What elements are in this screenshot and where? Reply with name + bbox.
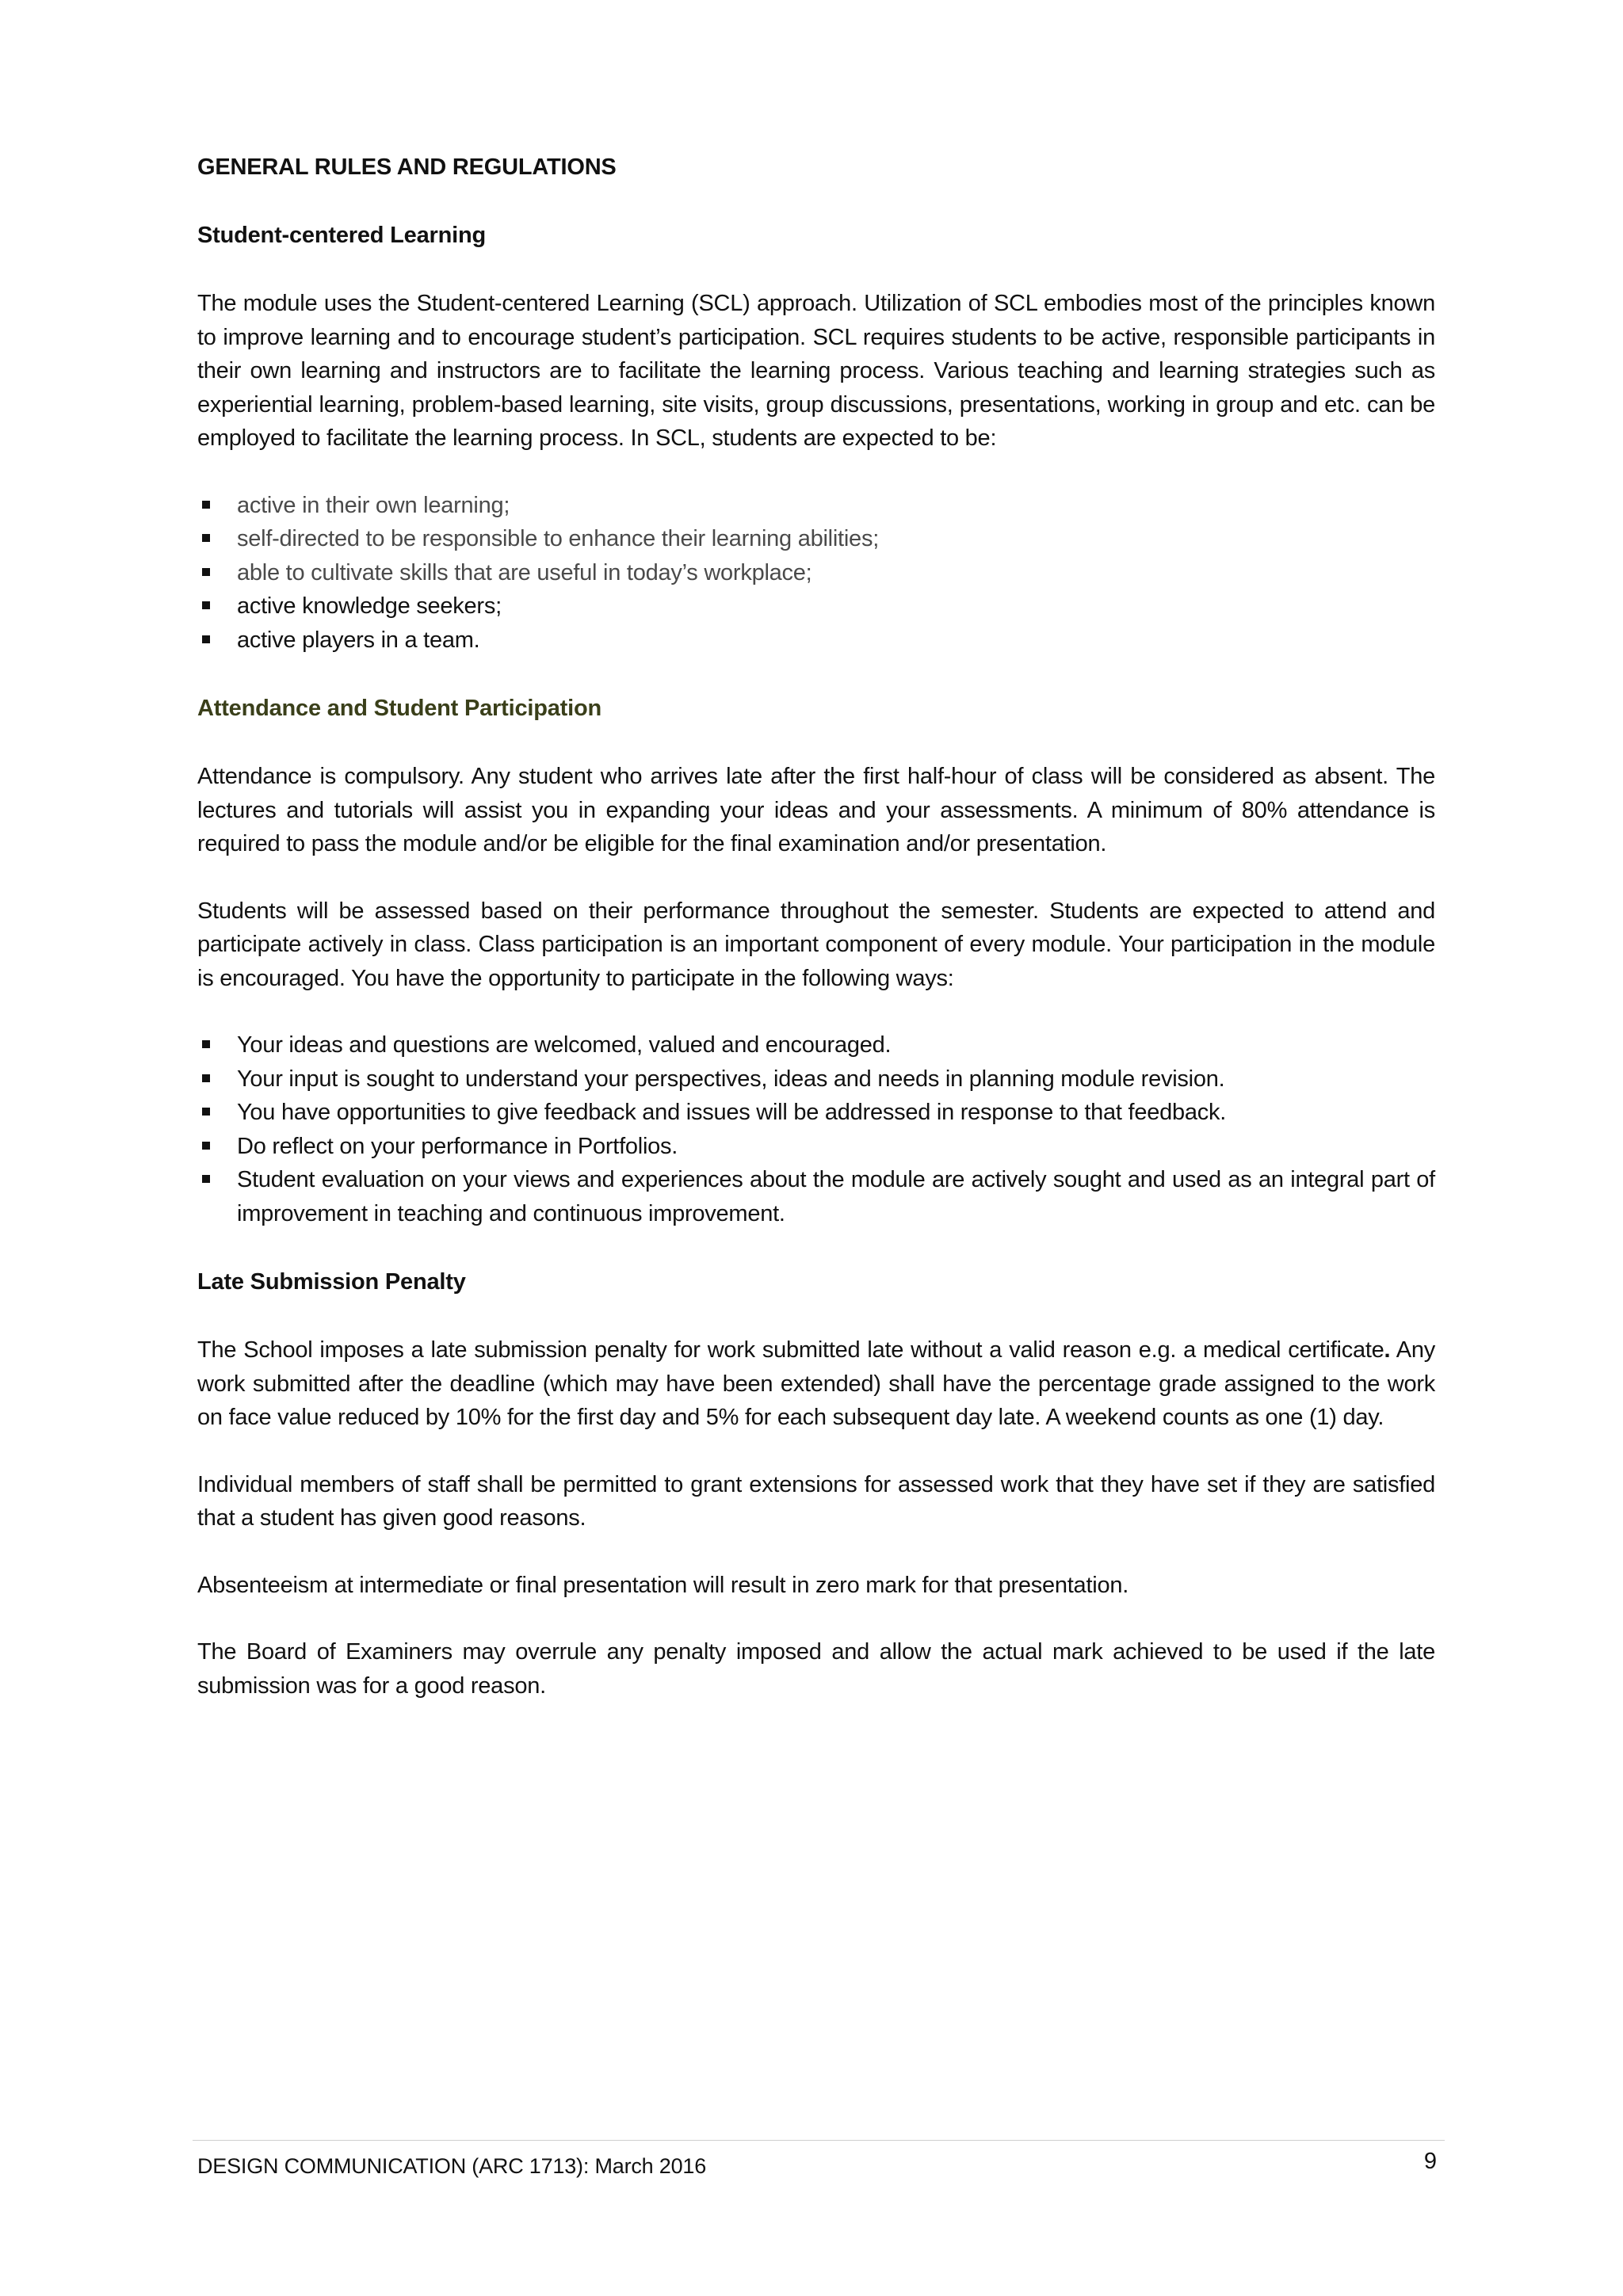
list-item-text: You have opportunities to give feedback and issues will be addressed in response to that feedback. [237, 1100, 1227, 1125]
attendance-paragraph-1: Attendance is compulsory. Any student who arrives late after the first half-hour of class will be considered as absent. The lectures and tutorials will assist you in expanding your ideas and your assessments. A minimum of 80% attendance is required to pass the module and/or be eligible for the final examination and/or presentation. [197, 764, 1435, 856]
list-item [197, 1163, 1435, 1230]
page-number: 9 [1423, 2149, 1437, 2174]
scl-paragraph: The module uses the Student-centered Learning (SCL) approach. Utilization of SCL embodies most of the principles known to improve learning and to encourage student’s participation. SCL requires students to be active, responsible participants in their own learning and instructors are to facilitate the learning process. Various teaching and learning strategies such as experiential learning, problem-based learning, site visits, group discussions, presentations, working in group and etc. can be employed to facilitate the learning process. In SCL, students are expected to be: [197, 291, 1435, 451]
square-bullet-icon [202, 568, 210, 576]
scl-bullet-list [197, 489, 1435, 658]
document-page [197, 151, 1435, 1736]
section-title-scl: Student-centered Learning [197, 223, 486, 248]
list-item-text: Your input is sought to understand your perspectives, ideas and needs in planning module revision. [237, 1066, 1225, 1092]
late-paragraph-4: The Board of Examiners may overrule any penalty imposed and allow the actual mark achieved to be used if the late submission was for a good reason. [197, 1639, 1435, 1699]
square-bullet-icon [202, 635, 210, 643]
participation-bullet-list [197, 1028, 1435, 1230]
late-paragraph-3: Absenteeism at intermediate or final presentation will result in zero mark for that presentation. [197, 1572, 1129, 1598]
list-item-text: self-directed to be responsible to enhance their learning abilities; [237, 526, 879, 551]
page-heading: GENERAL RULES AND REGULATIONS [197, 154, 617, 180]
list-item-text: active in their own learning; [237, 492, 510, 518]
square-bullet-icon [202, 601, 210, 609]
section-title-attendance: Attendance and Student Participation [197, 696, 602, 721]
square-bullet-icon [202, 1142, 210, 1150]
list-item-text: active knowledge seekers; [237, 593, 502, 619]
section-title-late-submission: Late Submission Penalty [197, 1269, 466, 1295]
list-item-text: able to cultivate skills that are useful in today’s workplace; [237, 559, 812, 585]
list-item [197, 556, 1435, 590]
list-item-text: active players in a team. [237, 627, 480, 653]
square-bullet-icon [202, 1074, 210, 1082]
list-item-text: Your ideas and questions are welcomed, valued and encouraged. [237, 1032, 892, 1058]
list-item [197, 589, 1435, 624]
late-paragraph-1-bold-period: . [1384, 1337, 1391, 1363]
square-bullet-icon [202, 1040, 210, 1048]
list-item [197, 1130, 1435, 1164]
square-bullet-icon [202, 501, 210, 509]
late-paragraph-1-part-a: The School imposes a late submission penalty for work submitted late without a valid reason e.g. a medical certificate [197, 1337, 1384, 1363]
list-item [197, 1062, 1435, 1097]
late-paragraph-2: Individual members of staff shall be permitted to grant extensions for assessed work that they have set if they are satisfied that a student has given good reasons. [197, 1471, 1435, 1531]
late-paragraph-1 [197, 1333, 1435, 1435]
page-footer [193, 2140, 1445, 2178]
attendance-paragraph-2: Students will be assessed based on their performance throughout the semester. Students are expected to attend and participate actively in class. Class participation is an important component of every module. Your participation in the module is encouraged. You have the opportunity to participate in the following ways: [197, 898, 1435, 991]
late-paragraph-1-part-c: Any work submitted after the deadline (which may have been extended) shall have the percentage grade assigned to the work on face value reduced by 10% for the first day and 5% for each subsequent day late. A weekend counts as one (1) day. [197, 1337, 1435, 1430]
list-item-text: Do reflect on your performance in Portfolios. [237, 1133, 678, 1159]
list-item [197, 624, 1435, 658]
square-bullet-icon [202, 1175, 210, 1183]
list-item-text: Student evaluation on your views and experiences about the module are actively sought and used as an integral part of improvement in teaching and continuous improvement. [237, 1167, 1435, 1226]
square-bullet-icon [202, 534, 210, 542]
footer-text: DESIGN COMMUNICATION (ARC 1713): March 2016 [197, 2154, 707, 2178]
list-item [197, 489, 1435, 523]
list-item [197, 522, 1435, 556]
list-item [197, 1028, 1435, 1062]
square-bullet-icon [202, 1108, 210, 1116]
list-item [197, 1096, 1435, 1130]
